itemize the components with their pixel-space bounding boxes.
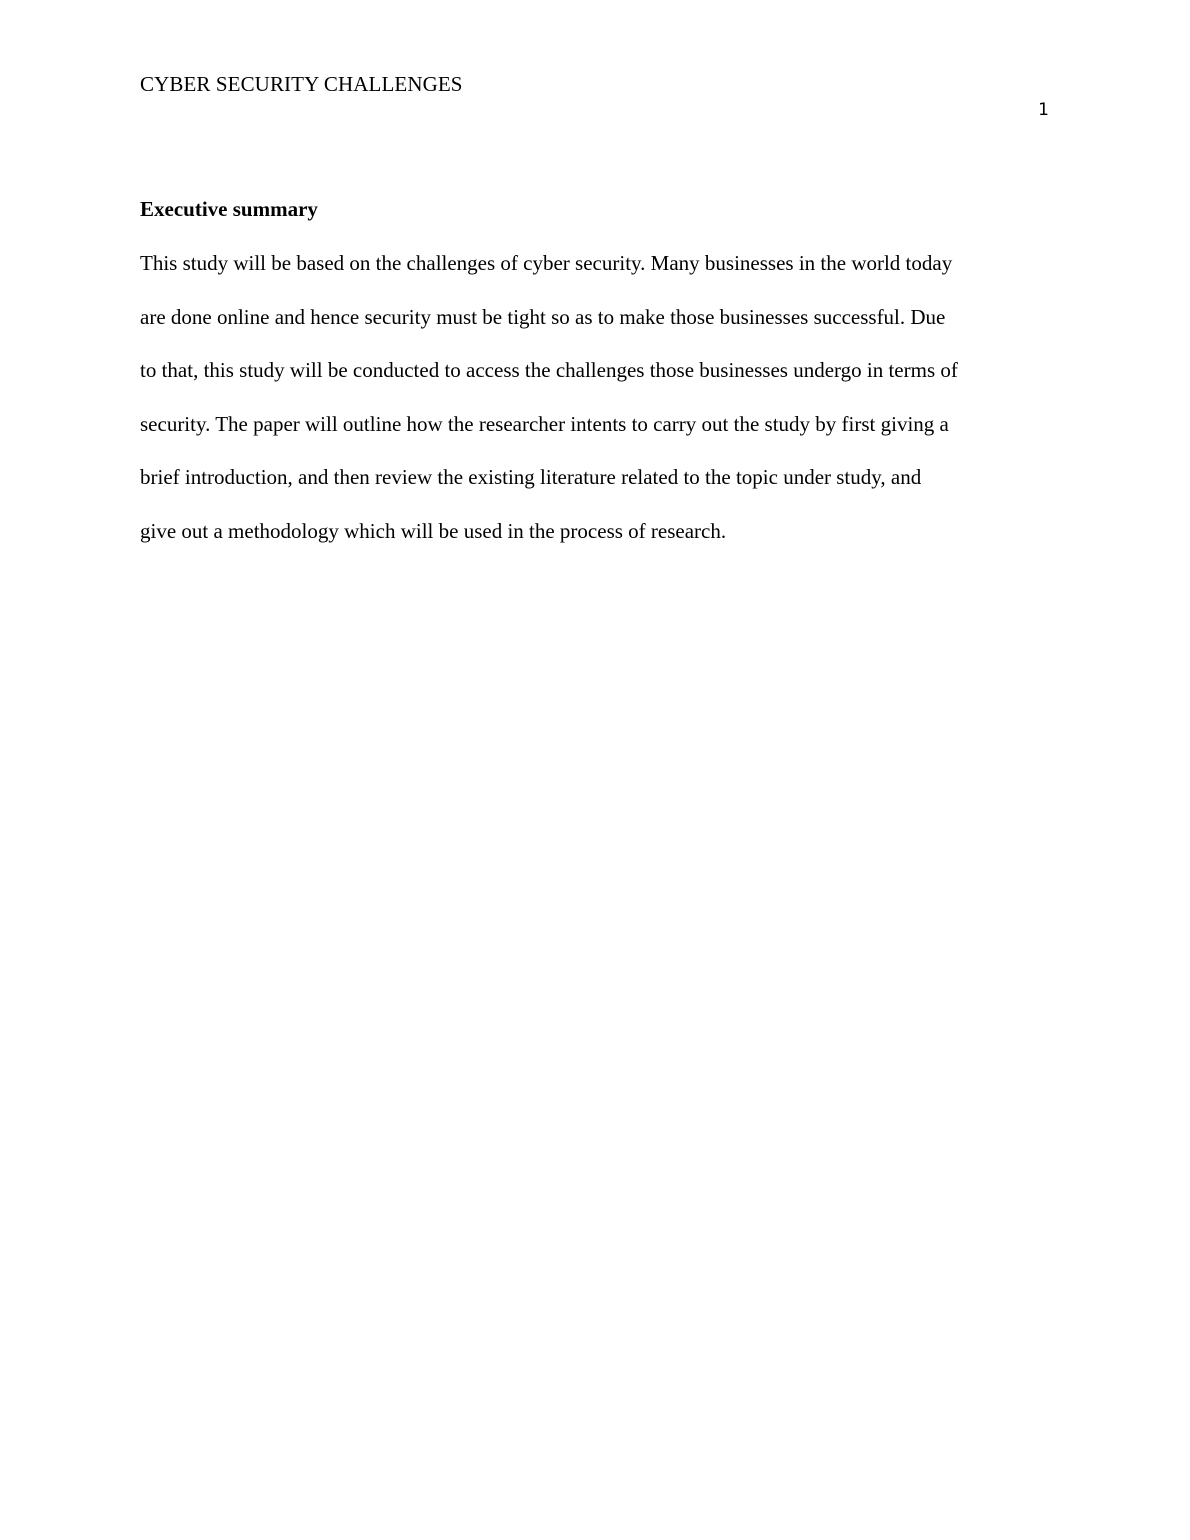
executive-summary-paragraph: [140, 237, 1060, 559]
page-number: 1: [1038, 100, 1049, 120]
paragraph-line: brief introduction, and then review the existing literature related to the topic under study, and: [140, 465, 922, 490]
paragraph-line: to that, this study will be conducted to access the challenges those businesses undergo in terms of: [140, 358, 958, 383]
paragraph-line: are done online and hence security must be tight so as to make those businesses successful. Due: [140, 304, 946, 329]
paragraph-line: security. The paper will outline how the researcher intents to carry out the study by first giving a: [140, 411, 949, 436]
running-head: CYBER SECURITY CHALLENGES: [140, 72, 463, 96]
paragraph-line: give out a methodology which will be used in the process of research.: [140, 518, 727, 543]
paragraph-line: This study will be based on the challenges of cyber security. Many businesses in the world today: [140, 251, 953, 275]
section-heading: Executive summary: [140, 197, 318, 221]
